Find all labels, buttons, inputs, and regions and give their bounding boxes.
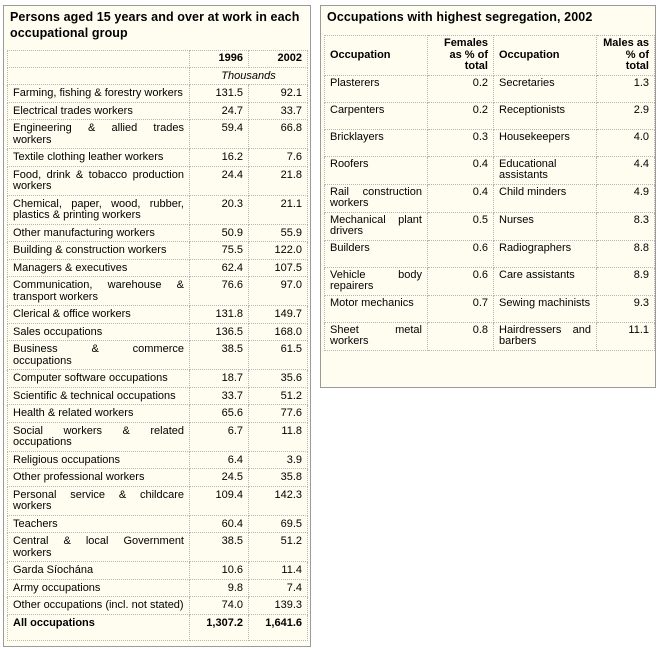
value-2002: 142.3: [249, 486, 308, 515]
header-occupation-male: Occupation: [494, 36, 597, 76]
occupation-male: Nurses: [494, 212, 597, 240]
occupation-male: Child minders: [494, 184, 597, 212]
value-1996: 24.4: [190, 166, 249, 195]
value-2002: 69.5: [249, 515, 308, 533]
table-row: [325, 129, 655, 156]
males-pct: 8.3: [597, 212, 655, 240]
occupation-label: Business & commerce occupations: [8, 341, 190, 370]
value-2002: 21.1: [249, 195, 308, 224]
value-2002: 7.6: [249, 149, 308, 167]
occupation-label: Chemical, paper, wood, rubber, plastics & printing workers: [8, 195, 190, 224]
panel-title: Persons aged 15 years and over at work in each occupational group: [10, 10, 300, 40]
header-2002: 2002: [249, 51, 308, 68]
value-2002: 139.3: [249, 597, 308, 615]
value-1996: 62.4: [190, 259, 249, 277]
table-row: [8, 422, 308, 451]
panel-title: Occupations with highest segregation, 2002: [327, 10, 593, 24]
header-males-pct: Males as % of total: [597, 36, 655, 76]
value-1996: 20.3: [190, 195, 249, 224]
value-1996: 60.4: [190, 515, 249, 533]
segregation-table: [324, 35, 655, 351]
occupation-label: Electrical trades workers: [8, 102, 190, 120]
occupation-female: Motor mechanics: [325, 295, 428, 322]
table-row: [8, 469, 308, 487]
value-1996: 24.7: [190, 102, 249, 120]
table-row: [325, 322, 655, 350]
header-females-pct: Females as % of total: [428, 36, 494, 76]
value-2002: 11.8: [249, 422, 308, 451]
occupation-female: Bricklayers: [325, 129, 428, 156]
occupation-label: Communication, warehouse & transport workers: [8, 277, 190, 306]
occupation-label: Other professional workers: [8, 469, 190, 487]
males-pct: 4.9: [597, 184, 655, 212]
value-1996: 9.8: [190, 579, 249, 597]
value-2002: 11.4: [249, 562, 308, 580]
table-row: [325, 156, 655, 184]
value-2002: 97.0: [249, 277, 308, 306]
value-1996: 6.4: [190, 451, 249, 469]
table-row: [8, 242, 308, 260]
units-row: [8, 67, 308, 85]
value-2002: 77.6: [249, 405, 308, 423]
occupation-label: Teachers: [8, 515, 190, 533]
value-2002: 35.6: [249, 370, 308, 388]
occupation-male: Educational assistants: [494, 156, 597, 184]
table-row: [8, 306, 308, 324]
occupation-female: Rail construction workers: [325, 184, 428, 212]
units-spacer: [8, 67, 190, 85]
value-1996: 76.6: [190, 277, 249, 306]
table-row: [8, 120, 308, 149]
value-1996: 24.5: [190, 469, 249, 487]
occupation-label: Engineering & allied trades workers: [8, 120, 190, 149]
males-pct: 1.3: [597, 75, 655, 102]
table-row: [325, 212, 655, 240]
header-occupation-female: Occupation: [325, 36, 428, 76]
females-pct: 0.6: [428, 240, 494, 267]
females-pct: 0.7: [428, 295, 494, 322]
table-row: [325, 240, 655, 267]
table-row: [8, 149, 308, 167]
table-row: [8, 387, 308, 405]
occupation-female: Vehicle body repairers: [325, 267, 428, 295]
occupation-label: Religious occupations: [8, 451, 190, 469]
value-1996: 50.9: [190, 224, 249, 242]
males-pct: 9.3: [597, 295, 655, 322]
occupation-male: Hairdressers and barbers: [494, 322, 597, 350]
value-1996: 38.5: [190, 341, 249, 370]
occupation-male: Sewing machinists: [494, 295, 597, 322]
table-header-row: [325, 36, 655, 76]
value-1996: 16.2: [190, 149, 249, 167]
header-1996: 1996: [190, 51, 249, 68]
occupation-label: Building & construction workers: [8, 242, 190, 260]
table-row: [8, 451, 308, 469]
occupation-male: Radiographers: [494, 240, 597, 267]
occupation-label: Other occupations (incl. not stated): [8, 597, 190, 615]
table-row: [8, 102, 308, 120]
occupation-label: Farming, fishing & forestry workers: [8, 85, 190, 103]
occupation-label: Central & local Government workers: [8, 533, 190, 562]
table-row: [8, 405, 308, 423]
males-pct: 11.1: [597, 322, 655, 350]
occupation-male: Care assistants: [494, 267, 597, 295]
table-row: [8, 277, 308, 306]
table-row: [8, 486, 308, 515]
table-row: [8, 195, 308, 224]
value-1996: 38.5: [190, 533, 249, 562]
value-2002: 21.8: [249, 166, 308, 195]
females-pct: 0.5: [428, 212, 494, 240]
occupation-male: Secretaries: [494, 75, 597, 102]
occupation-female: Sheet metal workers: [325, 322, 428, 350]
value-1996: 75.5: [190, 242, 249, 260]
value-1996: 131.5: [190, 85, 249, 103]
table-row: [325, 184, 655, 212]
table-header-row: [8, 51, 308, 68]
occupation-label: Sales occupations: [8, 323, 190, 341]
value-2002: 51.2: [249, 387, 308, 405]
table-row: [8, 370, 308, 388]
occupation-label: Scientific & technical occupations: [8, 387, 190, 405]
occupation-female: Mechanical plant drivers: [325, 212, 428, 240]
females-pct: 0.2: [428, 102, 494, 129]
value-2002: 66.8: [249, 120, 308, 149]
value-1996: 136.5: [190, 323, 249, 341]
value-1996: 65.6: [190, 405, 249, 423]
occupation-female: Carpenters: [325, 102, 428, 129]
value-2002: 55.9: [249, 224, 308, 242]
females-pct: 0.3: [428, 129, 494, 156]
females-pct: 0.6: [428, 267, 494, 295]
table-row: [8, 85, 308, 103]
occupation-label: Social workers & related occupations: [8, 422, 190, 451]
value-1996: 109.4: [190, 486, 249, 515]
occupation-label: Garda Síochána: [8, 562, 190, 580]
occupation-female: Roofers: [325, 156, 428, 184]
value-2002: 33.7: [249, 102, 308, 120]
header-occupation: [8, 51, 190, 68]
value-2002: 149.7: [249, 306, 308, 324]
table-row: [8, 224, 308, 242]
value-1996: 131.8: [190, 306, 249, 324]
occupation-female: Builders: [325, 240, 428, 267]
value-1996: 59.4: [190, 120, 249, 149]
table-row: [325, 295, 655, 322]
value-2002: 122.0: [249, 242, 308, 260]
females-pct: 0.8: [428, 322, 494, 350]
occupation-male: Receptionists: [494, 102, 597, 129]
table-row: [8, 579, 308, 597]
table-row: [8, 341, 308, 370]
occupation-male: Housekeepers: [494, 129, 597, 156]
males-pct: 4.0: [597, 129, 655, 156]
occupation-label: Textile clothing leather workers: [8, 149, 190, 167]
value-1996: 33.7: [190, 387, 249, 405]
table-row: [8, 515, 308, 533]
occupational-group-panel: [3, 5, 311, 647]
table-row: [8, 323, 308, 341]
occupation-label: Computer software occupations: [8, 370, 190, 388]
total-label: All occupations: [8, 614, 190, 640]
value-2002: 168.0: [249, 323, 308, 341]
males-pct: 8.9: [597, 267, 655, 295]
table-row: [325, 75, 655, 102]
table-row: [8, 533, 308, 562]
females-pct: 0.4: [428, 156, 494, 184]
occupation-label: Health & related workers: [8, 405, 190, 423]
table-row: [8, 597, 308, 615]
occupation-label: Managers & executives: [8, 259, 190, 277]
total-row: [8, 614, 308, 640]
table-row: [8, 166, 308, 195]
value-1996: 10.6: [190, 562, 249, 580]
males-pct: 4.4: [597, 156, 655, 184]
occupational-group-table: [7, 50, 308, 641]
value-2002: 35.8: [249, 469, 308, 487]
value-1996: 6.7: [190, 422, 249, 451]
segregation-panel: [320, 5, 656, 388]
table-row: [8, 562, 308, 580]
value-2002: 92.1: [249, 85, 308, 103]
value-1996: 18.7: [190, 370, 249, 388]
occupation-label: Personal service & childcare workers: [8, 486, 190, 515]
units-label: Thousands: [190, 67, 308, 85]
females-pct: 0.4: [428, 184, 494, 212]
occupation-label: Clerical & office workers: [8, 306, 190, 324]
total-2002: 1,641.6: [249, 614, 308, 640]
value-2002: 7.4: [249, 579, 308, 597]
occupation-label: Food, drink & tobacco production workers: [8, 166, 190, 195]
value-2002: 61.5: [249, 341, 308, 370]
value-2002: 51.2: [249, 533, 308, 562]
value-2002: 107.5: [249, 259, 308, 277]
occupation-label: Other manufacturing workers: [8, 224, 190, 242]
table-row: [325, 102, 655, 129]
table-row: [325, 267, 655, 295]
males-pct: 8.8: [597, 240, 655, 267]
occupation-female: Plasterers: [325, 75, 428, 102]
total-1996: 1,307.2: [190, 614, 249, 640]
males-pct: 2.9: [597, 102, 655, 129]
table-row: [8, 259, 308, 277]
value-2002: 3.9: [249, 451, 308, 469]
value-1996: 74.0: [190, 597, 249, 615]
occupation-label: Army occupations: [8, 579, 190, 597]
females-pct: 0.2: [428, 75, 494, 102]
